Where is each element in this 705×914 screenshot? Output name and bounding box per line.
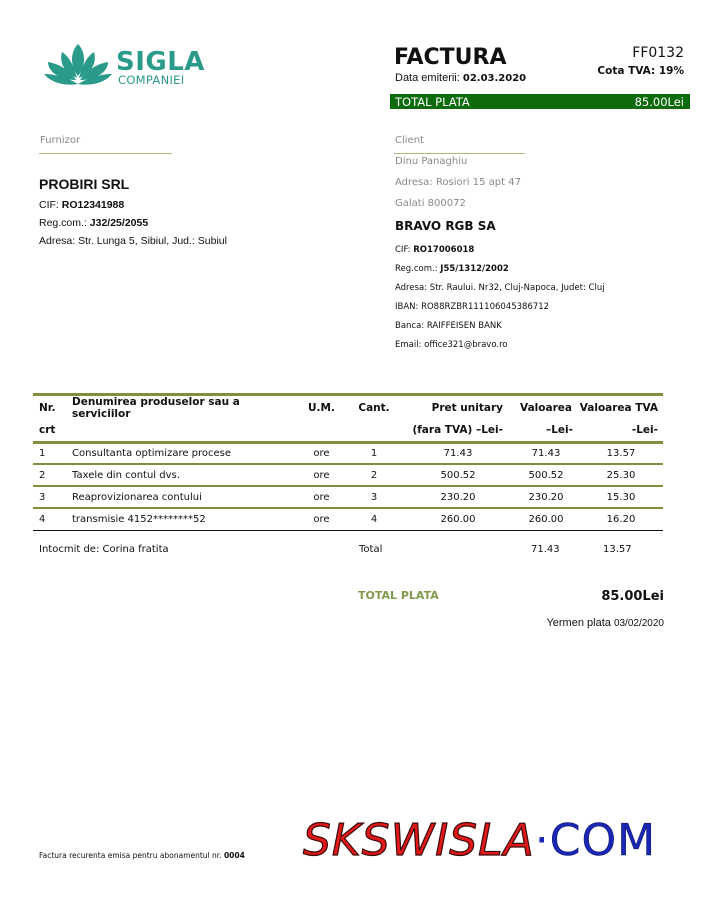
- cell-unit-price: 500.52: [403, 464, 513, 486]
- cell-value: 260.00: [513, 508, 579, 530]
- col-header-vat: Valoarea TVA: [579, 395, 663, 421]
- recurring-note: [39, 851, 245, 860]
- client-address-line1: Adresa: Rosiori 15 apt 47: [395, 177, 521, 188]
- supplier-cif-label: CIF:: [39, 199, 59, 211]
- payment-due-date: 03/02/2020: [613, 618, 664, 629]
- total-value: 71.43: [531, 544, 560, 555]
- supplier-label: Furnizor: [40, 135, 81, 146]
- cell-name: Taxele din contul dvs.: [66, 464, 298, 486]
- cell-qty: 1: [345, 442, 403, 464]
- cell-vat: 13.57: [579, 442, 663, 464]
- watermark-red-text: SKSWISLA: [303, 815, 535, 866]
- cell-value: 71.43: [513, 442, 579, 464]
- cell-um: ore: [298, 508, 345, 530]
- cell-vat: 25.30: [579, 464, 663, 486]
- client-email: Email: office321@bravo.ro: [395, 340, 508, 350]
- watermark-blue-text: COM: [549, 815, 657, 866]
- company-logo: [42, 40, 212, 90]
- supplier-reg-label: Reg.com.:: [39, 217, 87, 229]
- col-header-qty: Cant.: [345, 395, 403, 421]
- items-table: [33, 393, 663, 531]
- client-person: Dinu Panaghiu: [395, 156, 468, 167]
- recurring-note-number: 0004: [223, 851, 245, 860]
- table-header-row-2: [33, 420, 663, 442]
- total-bar-label: TOTAL PLATA: [395, 94, 470, 109]
- total-bar-value: 85.00Lei: [634, 94, 684, 109]
- cell-um: ore: [298, 464, 345, 486]
- cell-unit-price: 260.00: [403, 508, 513, 530]
- cell-value: 500.52: [513, 464, 579, 486]
- client-bank: Banca: RAIFFEISEN BANK: [395, 321, 502, 331]
- cell-vat: 15.30: [579, 486, 663, 508]
- client-reg: [395, 264, 509, 274]
- issue-date-value: 02.03.2020: [462, 73, 527, 84]
- client-reg-label: Reg.com.:: [395, 264, 438, 274]
- cell-vat: 16.20: [579, 508, 663, 530]
- total-label: Total: [359, 544, 383, 555]
- cell-unit-price: 230.20: [403, 486, 513, 508]
- supplier-cif: [39, 199, 124, 211]
- recurring-note-text: Factura recurenta emisa pentru abonamentul nr.: [39, 851, 222, 860]
- col-header-value: Valoarea: [513, 395, 579, 421]
- cell-nr: 3: [33, 486, 66, 508]
- client-divider: [394, 153, 525, 154]
- client-label: Client: [395, 135, 424, 146]
- grand-total-label: TOTAL PLATA: [358, 589, 439, 602]
- col-header-name: Denumirea produselor sau a serviciilor: [66, 395, 298, 421]
- supplier-cif-value: RO12341988: [61, 199, 125, 211]
- col-header-value-sub: –Lei-: [513, 420, 579, 442]
- cell-qty: 2: [345, 464, 403, 486]
- logo-subtitle: COMPANIEI: [118, 73, 185, 87]
- invoice-number: FF0132: [632, 45, 684, 61]
- table-row: [33, 486, 663, 508]
- vat-rate: Cota TVA: 19%: [597, 65, 684, 77]
- cell-um: ore: [298, 442, 345, 464]
- total-bar: [390, 94, 690, 109]
- issue-date: [395, 72, 526, 84]
- col-header-name-sub: [66, 420, 298, 442]
- total-vat: 13.57: [603, 544, 632, 555]
- client-cif-value: RO17006018: [413, 245, 475, 255]
- col-header-um: U.M.: [298, 395, 345, 421]
- cell-qty: 4: [345, 508, 403, 530]
- col-header-um-sub: [298, 420, 345, 442]
- table-row: [33, 508, 663, 530]
- client-address: Adresa: Str. Raului. Nr32, Cluj-Napoca, Judet: Cluj: [395, 283, 605, 293]
- supplier-name: PROBIRI SRL: [39, 176, 130, 192]
- lotus-icon: [42, 40, 114, 90]
- cell-name: transmisie 4152********52: [66, 508, 298, 530]
- document-title: FACTURA: [394, 45, 507, 70]
- table-header-row: [33, 395, 663, 421]
- client-cif: [395, 245, 474, 255]
- col-header-unit-price: Pret unitary: [403, 395, 513, 421]
- supplier-reg: [39, 217, 148, 229]
- table-row: [33, 464, 663, 486]
- col-header-nr-sub: crt: [33, 420, 66, 442]
- cell-nr: 4: [33, 508, 66, 530]
- issue-date-label: Data emiterii:: [395, 72, 460, 84]
- client-reg-value: J55/1312/2002: [440, 264, 509, 274]
- prepared-by: Intocmit de: Corina fratita: [39, 544, 169, 555]
- cell-unit-price: 71.43: [403, 442, 513, 464]
- cell-name: Consultanta optimizare procese: [66, 442, 298, 464]
- client-address-line2: Galati 800072: [395, 198, 466, 209]
- client-company: BRAVO RGB SA: [395, 219, 496, 233]
- col-header-vat-sub: -Lei-: [579, 420, 663, 442]
- supplier-divider: [39, 153, 172, 154]
- cell-value: 230.20: [513, 486, 579, 508]
- col-header-nr: Nr.: [33, 395, 66, 421]
- watermark: [303, 815, 656, 866]
- cell-nr: 1: [33, 442, 66, 464]
- cell-um: ore: [298, 486, 345, 508]
- col-header-unit-price-sub: (fara TVA) –Lei-: [403, 420, 513, 442]
- table-row: [33, 442, 663, 464]
- supplier-reg-value: J32/25/2055: [89, 217, 149, 229]
- cell-name: Reaprovizionarea contului: [66, 486, 298, 508]
- grand-total-value: 85.00Lei: [601, 589, 664, 604]
- client-cif-label: CIF:: [395, 245, 411, 255]
- payment-due: [546, 617, 664, 629]
- client-iban: IBAN: RO88RZBR111106045386712: [395, 302, 550, 312]
- supplier-address: Adresa: Str. Lunga 5, Sibiul, Jud.: Subiul: [39, 235, 227, 247]
- logo-title: SIGLA: [116, 47, 205, 77]
- col-header-qty-sub: [345, 420, 403, 442]
- cell-qty: 3: [345, 486, 403, 508]
- cell-nr: 2: [33, 464, 66, 486]
- payment-due-label: Yermen plata: [546, 617, 611, 629]
- watermark-dot: ·: [534, 815, 550, 866]
